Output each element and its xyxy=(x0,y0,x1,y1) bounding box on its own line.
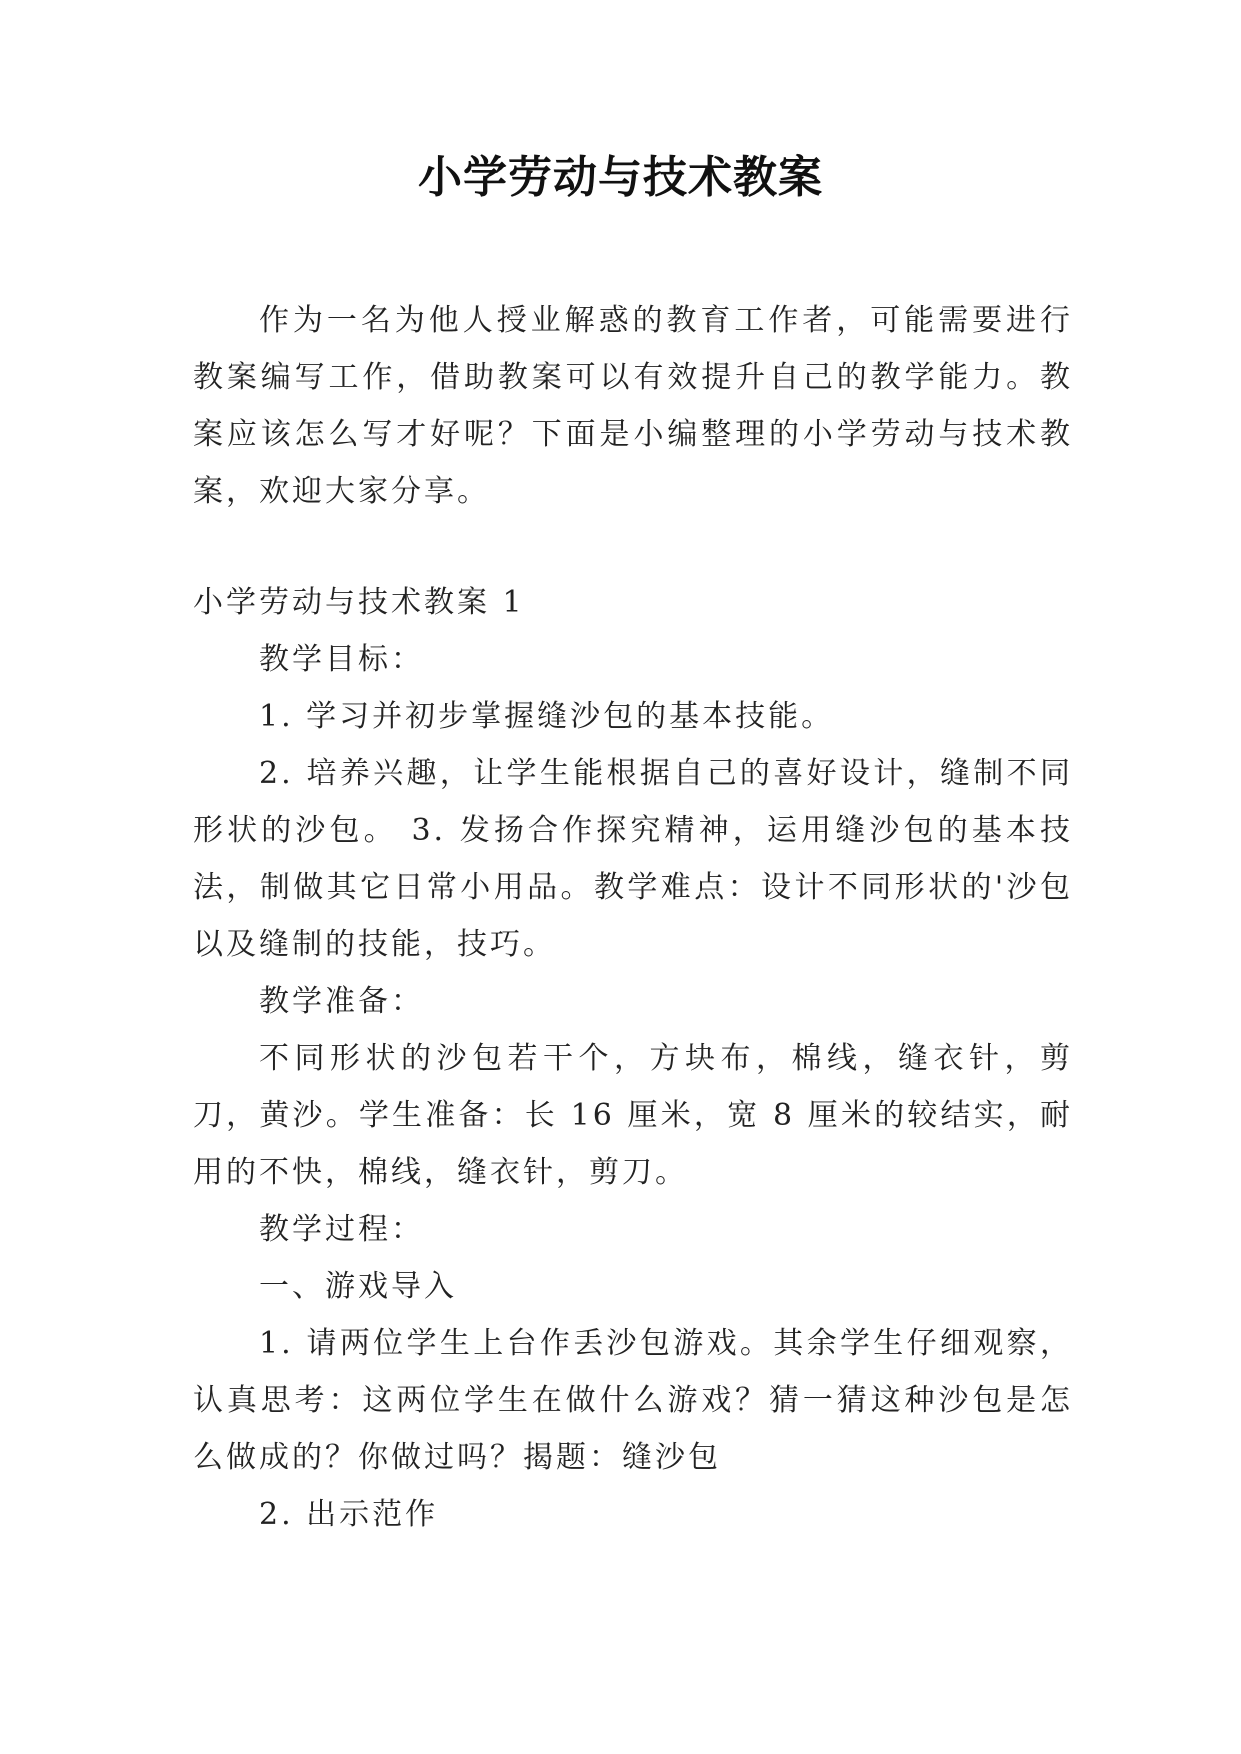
body-paragraph: 2. 出示范作 xyxy=(259,1497,439,1532)
body-paragraph: 教学目标： xyxy=(259,642,424,677)
body-paragraph: 1. 学习并初步掌握缝沙包的基本技能。 xyxy=(259,699,835,734)
document-title: 小学劳动与技术教案 xyxy=(418,152,823,203)
body-paragraph: 一、游戏导入 xyxy=(259,1269,457,1304)
body-paragraph: 1. 请两位学生上台作丢沙包游戏。其余学生仔细观察，认真思考：这两位学生在做什么游戏？猜一猜这种沙包是怎么做成的？你做过吗？揭题：缝沙包 xyxy=(193,1326,1073,1475)
body-paragraph: 2. 培养兴趣，让学生能根据自己的喜好设计，缝制不同形状的沙包。 3. 发扬合作探究精神，运用缝沙包的基本技法，制做其它日常小用品。教学难点：设计不同形状的'沙包以及缝制的技能，技巧。 xyxy=(193,756,1073,962)
section-heading: 小学劳动与技术教案 1 xyxy=(193,585,525,620)
body-paragraph: 教学准备： xyxy=(259,984,424,1019)
paragraph-gap xyxy=(193,520,1073,574)
document-body xyxy=(193,292,1073,1543)
body-paragraph: 教学过程： xyxy=(259,1212,424,1247)
intro-paragraph: 作为一名为他人授业解惑的教育工作者，可能需要进行教案编写工作，借助教案可以有效提升自己的教学能力。教案应该怎么写才好呢？下面是小编整理的小学劳动与技术教案，欢迎大家分享。 xyxy=(193,303,1073,509)
body-paragraph: 不同形状的沙包若干个，方块布，棉线，缝衣针，剪刀，黄沙。学生准备：长 16 厘米，宽 8 厘米的较结实，耐用的不快，棉线，缝衣针，剪刀。 xyxy=(193,1041,1073,1190)
